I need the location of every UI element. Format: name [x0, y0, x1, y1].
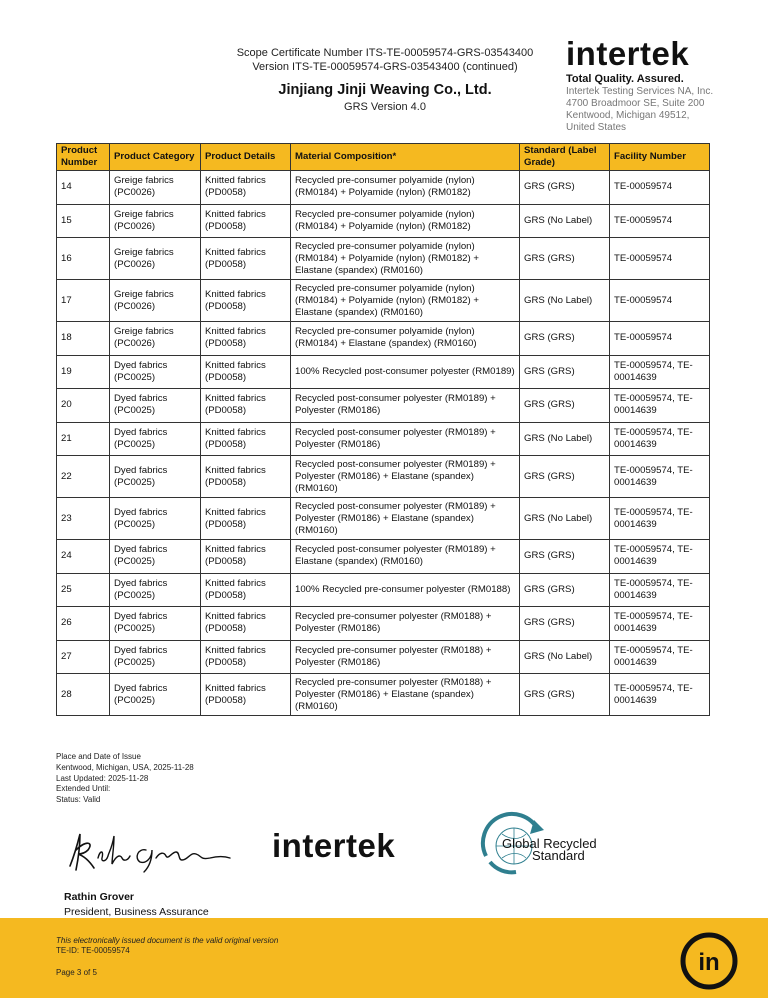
facility-number-cell: TE-00059574, TE-00014639: [610, 498, 710, 540]
signer-name: Rathin Grover: [64, 891, 135, 903]
intertek-logo: intertek: [566, 35, 690, 72]
column-header: Facility Number: [610, 144, 710, 171]
document-header: [0, 0, 768, 140]
product-details-cell: Knitted fabrics (PD0058): [201, 389, 291, 423]
extended-until: Extended Until:: [56, 784, 111, 794]
standard-cell: GRS (GRS): [520, 674, 610, 716]
column-header: Product Details: [201, 144, 291, 171]
standard-cell: GRS (GRS): [520, 456, 610, 498]
material-composition-cell: 100% Recycled post-consumer polyester (RM0189): [291, 355, 520, 389]
product-number-cell: 17: [57, 280, 110, 322]
standard-cell: GRS (GRS): [520, 322, 610, 356]
material-composition-cell: Recycled pre-consumer polyamide (nylon) (RM0184) + Polyamide (nylon) (RM0182): [291, 171, 520, 205]
product-number-cell: 20: [57, 389, 110, 423]
product-category-cell: Dyed fabrics (PC0025): [110, 607, 201, 641]
page-footer: [0, 918, 768, 998]
address-line: 4700 Broadmoor SE, Suite 200: [566, 98, 705, 109]
product-number-cell: 14: [57, 171, 110, 205]
table-row: [57, 204, 710, 238]
product-details-cell: Knitted fabrics (PD0058): [201, 280, 291, 322]
facility-number-cell: TE-00059574, TE-00014639: [610, 422, 710, 456]
product-number-cell: 26: [57, 607, 110, 641]
product-number-cell: 24: [57, 540, 110, 574]
table-row: [57, 573, 710, 607]
last-updated: Last Updated: 2025-11-28: [56, 773, 149, 783]
issue-heading: Place and Date of Issue: [56, 752, 141, 761]
material-composition-cell: Recycled pre-consumer polyamide (nylon) (RM0184) + Polyamide (nylon) (RM0182): [291, 204, 520, 238]
product-category-cell: Dyed fabrics (PC0025): [110, 389, 201, 423]
facility-number-cell: TE-00059574, TE-00014639: [610, 573, 710, 607]
standard-cell: GRS (GRS): [520, 607, 610, 641]
material-composition-cell: Recycled pre-consumer polyester (RM0188) + Polyester (RM0186): [291, 607, 520, 641]
issue-place-date: Kentwood, Michigan, USA, 2025-11-28: [56, 762, 194, 772]
address-line: Kentwood, Michigan 49512,: [566, 110, 690, 121]
product-details-cell: Knitted fabrics (PD0058): [201, 498, 291, 540]
material-composition-cell: 100% Recycled pre-consumer polyester (RM0188): [291, 573, 520, 607]
standard-cell: GRS (No Label): [520, 498, 610, 540]
table-row: [57, 498, 710, 540]
table-row: [57, 422, 710, 456]
facility-number-cell: TE-00059574, TE-00014639: [610, 674, 710, 716]
badge-text: in: [698, 949, 720, 976]
issue-info: [56, 752, 194, 806]
material-composition-cell: Recycled post-consumer polyester (RM0189) + Polyester (RM0186): [291, 389, 520, 423]
facility-number-cell: TE-00059574: [610, 238, 710, 280]
intertek-logo: intertek: [272, 827, 396, 864]
table-row: [57, 322, 710, 356]
facility-number-cell: TE-00059574, TE-00014639: [610, 355, 710, 389]
product-category-cell: Dyed fabrics (PC0025): [110, 422, 201, 456]
product-details-cell: Knitted fabrics (PD0058): [201, 540, 291, 574]
facility-number-cell: TE-00059574: [610, 204, 710, 238]
product-category-cell: Greige fabrics (PC0026): [110, 280, 201, 322]
company-name: Jinjiang Jinji Weaving Co., Ltd.: [278, 82, 492, 98]
product-number-cell: 16: [57, 238, 110, 280]
address-line: United States: [566, 122, 627, 133]
product-details-cell: Knitted fabrics (PD0058): [201, 238, 291, 280]
standard-cell: GRS (No Label): [520, 422, 610, 456]
standard-cell: GRS (GRS): [520, 355, 610, 389]
product-category-cell: Dyed fabrics (PC0025): [110, 456, 201, 498]
facility-number-cell: TE-00059574, TE-00014639: [610, 540, 710, 574]
standard-cell: GRS (GRS): [520, 573, 610, 607]
grs-logo-line1: Global Recycled: [502, 836, 597, 851]
product-category-cell: Dyed fabrics (PC0025): [110, 640, 201, 674]
certificate-info: [200, 46, 570, 114]
material-composition-cell: Recycled pre-consumer polyamide (nylon) (RM0184) + Polyamide (nylon) (RM0182) + Elastane (spandex) (RM0160): [291, 238, 520, 280]
signature-icon: [64, 828, 234, 881]
table-body: [57, 171, 710, 716]
product-number-cell: 27: [57, 640, 110, 674]
facility-number-cell: TE-00059574, TE-00014639: [610, 640, 710, 674]
facility-number-cell: TE-00059574: [610, 171, 710, 205]
product-number-cell: 22: [57, 456, 110, 498]
product-number-cell: 23: [57, 498, 110, 540]
facility-number-cell: TE-00059574: [610, 280, 710, 322]
material-composition-cell: Recycled pre-consumer polyester (RM0188) + Polyester (RM0186) + Elastane (spandex) (RM0160): [291, 674, 520, 716]
facility-number-cell: TE-00059574: [610, 322, 710, 356]
table-row: [57, 389, 710, 423]
page-number: Page 3 of 5: [56, 968, 97, 977]
product-details-cell: Knitted fabrics (PD0058): [201, 456, 291, 498]
material-composition-cell: Recycled pre-consumer polyamide (nylon) (RM0184) + Polyamide (nylon) (RM0182) + Elastane (spandex) (RM0160): [291, 280, 520, 322]
table-row: [57, 674, 710, 716]
product-details-cell: Knitted fabrics (PD0058): [201, 573, 291, 607]
standard-cell: GRS (GRS): [520, 171, 610, 205]
grs-version: GRS Version 4.0: [344, 101, 426, 113]
table-row: [57, 640, 710, 674]
address-line: Intertek Testing Services NA, Inc.: [566, 86, 714, 97]
table-row: [57, 540, 710, 574]
product-category-cell: Dyed fabrics (PC0025): [110, 540, 201, 574]
product-category-cell: Greige fabrics (PC0026): [110, 171, 201, 205]
standard-cell: GRS (No Label): [520, 640, 610, 674]
product-details-cell: Knitted fabrics (PD0058): [201, 204, 291, 238]
product-details-cell: Knitted fabrics (PD0058): [201, 322, 291, 356]
product-number-cell: 21: [57, 422, 110, 456]
product-details-cell: Knitted fabrics (PD0058): [201, 171, 291, 205]
logo-tagline: Total Quality. Assured.: [566, 73, 684, 85]
global-recycled-standard-logo: [476, 810, 616, 885]
table-header-row: [57, 144, 710, 171]
table-row: [57, 280, 710, 322]
material-composition-cell: Recycled post-consumer polyester (RM0189) + Polyester (RM0186) + Elastane (spandex) (RM0160): [291, 456, 520, 498]
footer-note: This electronically issued document is the valid original version: [56, 936, 279, 945]
signer-block: [64, 890, 209, 920]
product-category-cell: Dyed fabrics (PC0025): [110, 573, 201, 607]
column-header: Product Category: [110, 144, 201, 171]
product-details-cell: Knitted fabrics (PD0058): [201, 607, 291, 641]
footer-te-id: TE-ID: TE-00059574: [56, 946, 130, 955]
product-category-cell: Dyed fabrics (PC0025): [110, 674, 201, 716]
product-category-cell: Dyed fabrics (PC0025): [110, 498, 201, 540]
table-row: [57, 607, 710, 641]
standard-cell: GRS (No Label): [520, 204, 610, 238]
material-composition-cell: Recycled pre-consumer polyester (RM0188) + Polyester (RM0186): [291, 640, 520, 674]
table-row: [57, 456, 710, 498]
product-details-cell: Knitted fabrics (PD0058): [201, 640, 291, 674]
product-number-cell: 25: [57, 573, 110, 607]
product-category-cell: Dyed fabrics (PC0025): [110, 355, 201, 389]
product-number-cell: 18: [57, 322, 110, 356]
standard-cell: GRS (GRS): [520, 540, 610, 574]
column-header: Product Number: [57, 144, 110, 171]
table-row: [57, 355, 710, 389]
product-number-cell: 28: [57, 674, 110, 716]
intertek-badge-icon: [676, 928, 742, 998]
column-header: Standard (Label Grade): [520, 144, 610, 171]
product-details-cell: Knitted fabrics (PD0058): [201, 355, 291, 389]
product-details-cell: Knitted fabrics (PD0058): [201, 674, 291, 716]
standard-cell: GRS (No Label): [520, 280, 610, 322]
signer-title: President, Business Assurance: [64, 906, 209, 918]
material-composition-cell: Recycled pre-consumer polyamide (nylon) (RM0184) + Elastane (spandex) (RM0160): [291, 322, 520, 356]
facility-number-cell: TE-00059574, TE-00014639: [610, 456, 710, 498]
material-composition-cell: Recycled post-consumer polyester (RM0189) + Elastane (spandex) (RM0160): [291, 540, 520, 574]
intertek-logo-block: [566, 36, 746, 134]
grs-logo-line2: Standard: [532, 848, 585, 863]
product-category-cell: Greige fabrics (PC0026): [110, 238, 201, 280]
standard-cell: GRS (GRS): [520, 389, 610, 423]
status: Status: Valid: [56, 795, 101, 805]
material-composition-cell: Recycled post-consumer polyester (RM0189) + Polyester (RM0186): [291, 422, 520, 456]
product-table: [56, 143, 710, 716]
product-category-cell: Greige fabrics (PC0026): [110, 204, 201, 238]
column-header: Material Composition*: [291, 144, 520, 171]
product-category-cell: Greige fabrics (PC0026): [110, 322, 201, 356]
product-number-cell: 19: [57, 355, 110, 389]
material-composition-cell: Recycled post-consumer polyester (RM0189) + Polyester (RM0186) + Elastane (spandex) (RM0160): [291, 498, 520, 540]
version-line: Version ITS-TE-00059574-GRS-03543400 (continued): [252, 61, 518, 73]
product-number-cell: 15: [57, 204, 110, 238]
scope-certificate-number: Scope Certificate Number ITS-TE-00059574-GRS-03543400: [236, 47, 534, 59]
standard-cell: GRS (GRS): [520, 238, 610, 280]
facility-number-cell: TE-00059574, TE-00014639: [610, 389, 710, 423]
table-row: [57, 238, 710, 280]
facility-number-cell: TE-00059574, TE-00014639: [610, 607, 710, 641]
table-row: [57, 171, 710, 205]
product-details-cell: Knitted fabrics (PD0058): [201, 422, 291, 456]
